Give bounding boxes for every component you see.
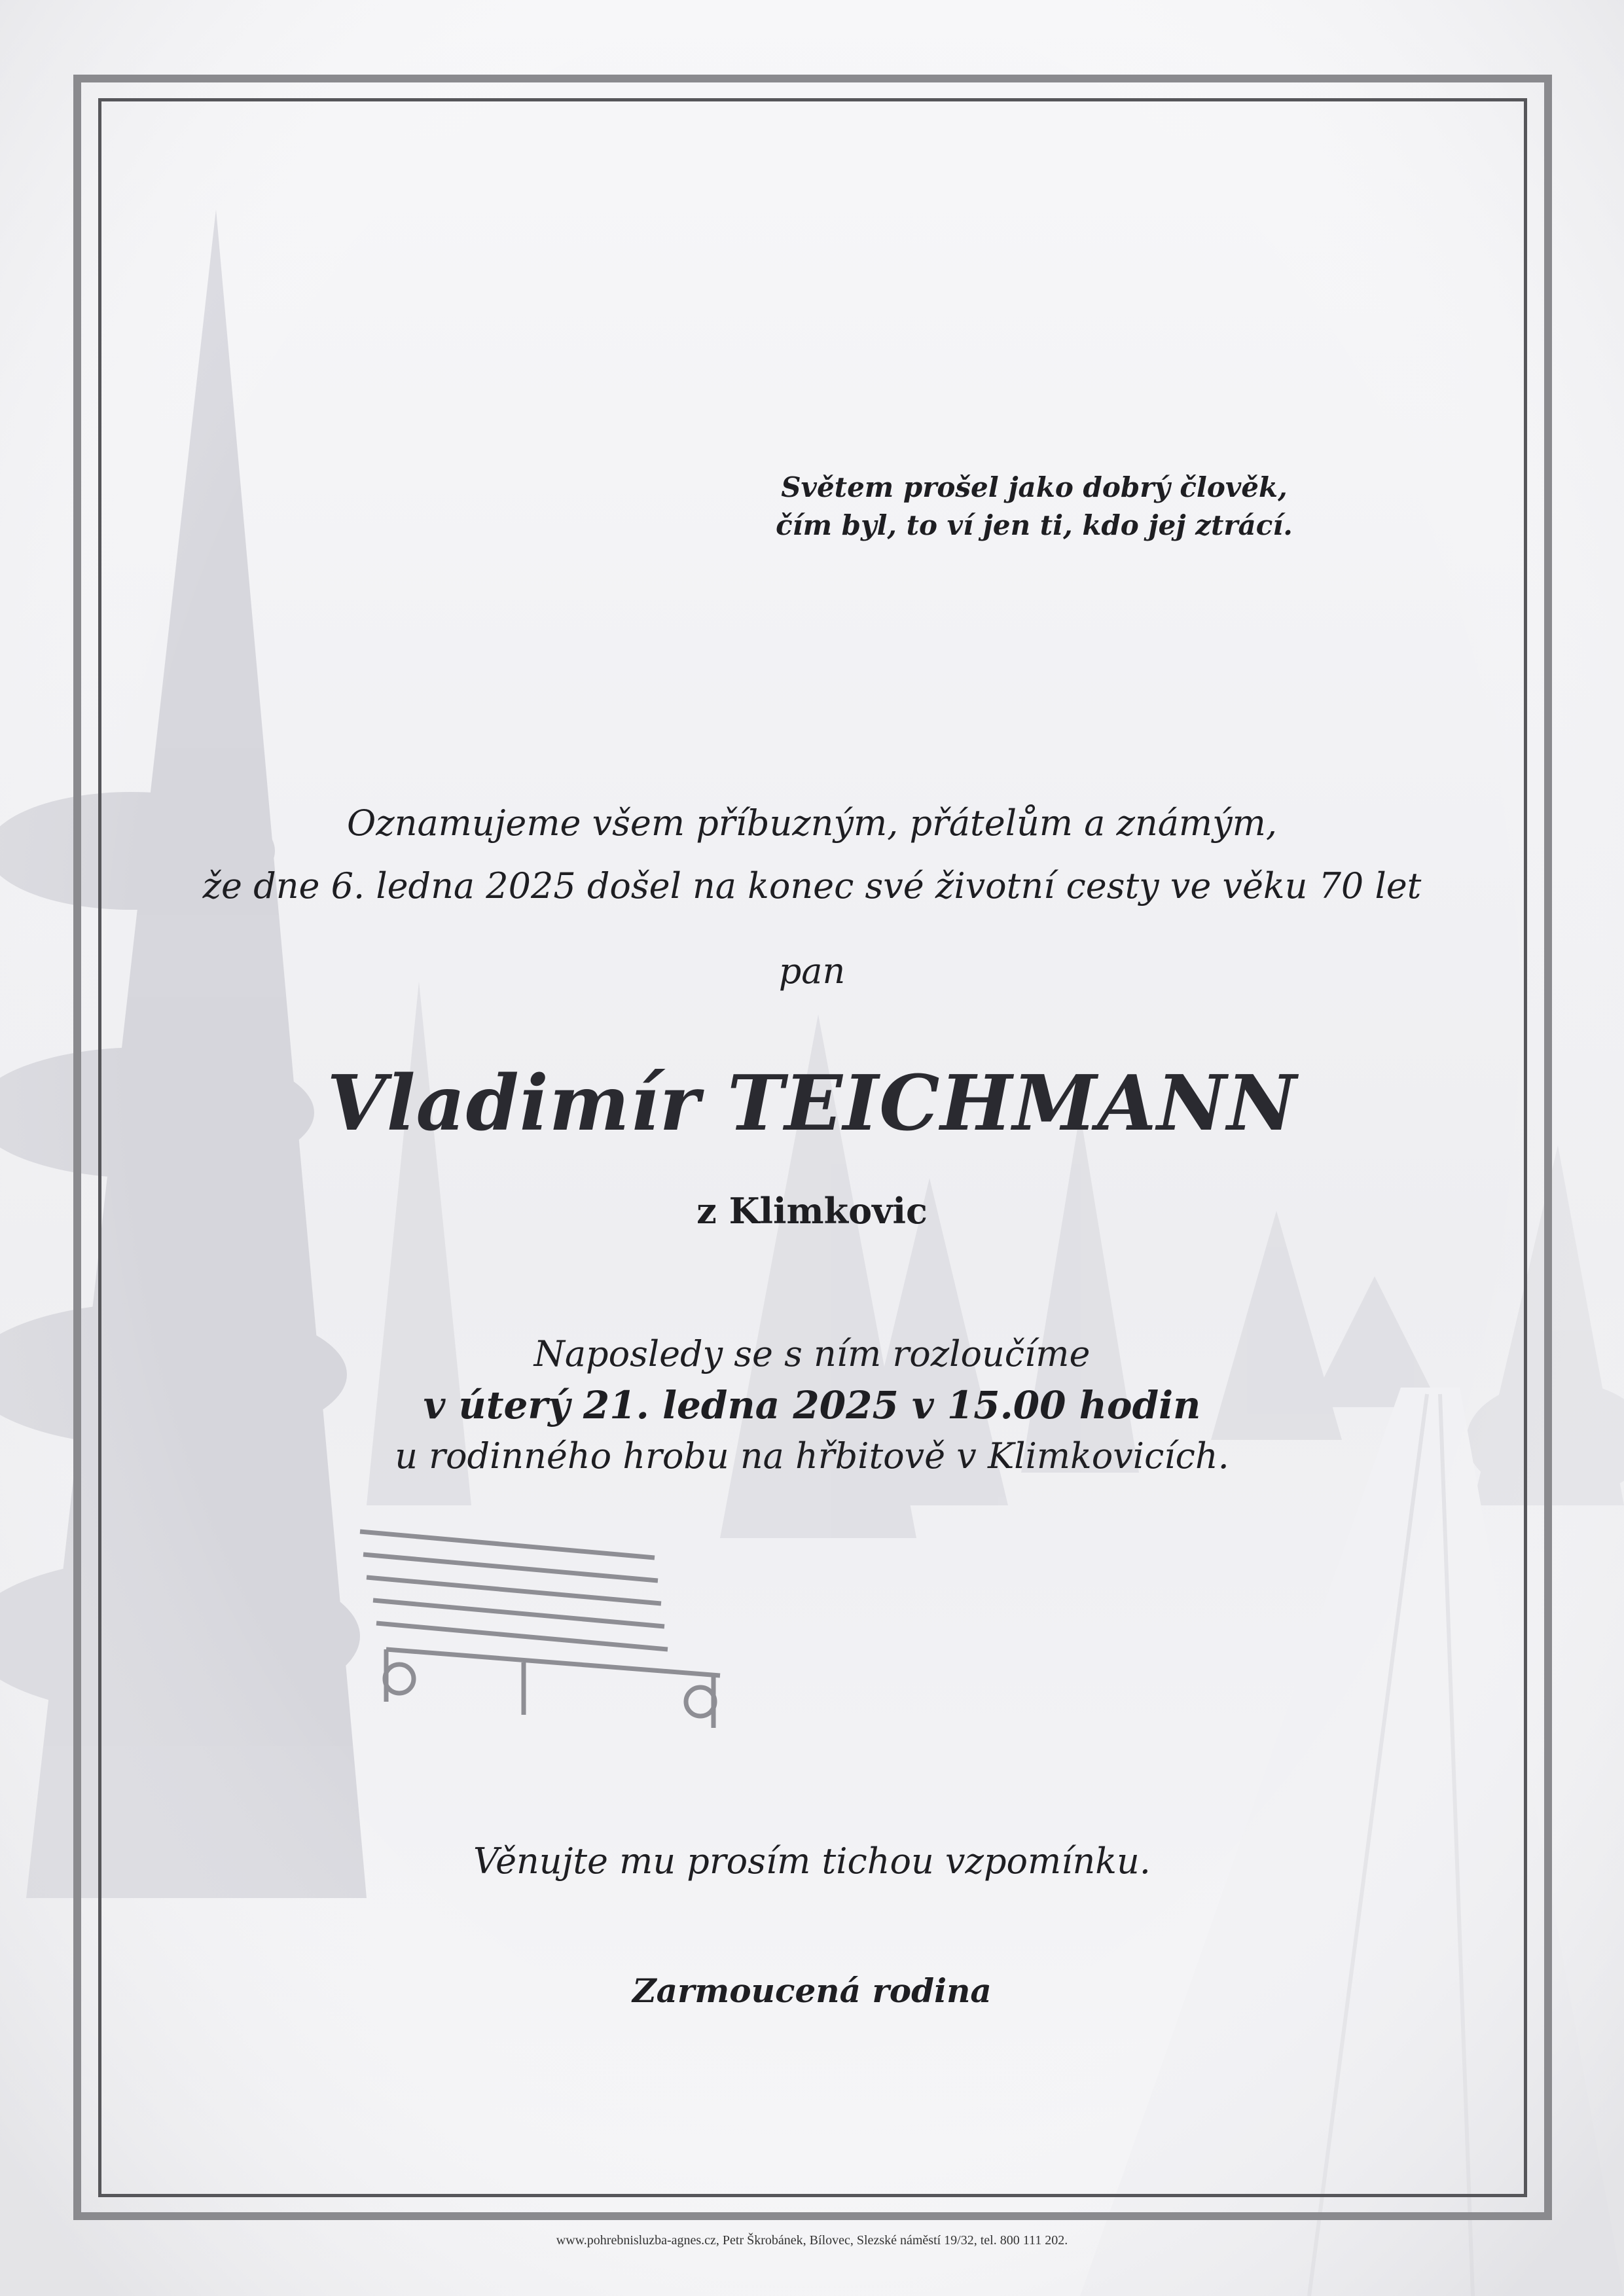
ceremony-datetime: v úterý 21. ledna 2025 v 15.00 hodin bbox=[423, 1383, 1201, 1427]
ceremony-intro: Naposledy se s ním rozloučíme bbox=[533, 1333, 1091, 1374]
portrait-photo bbox=[308, 281, 622, 687]
footer-contact: www.pohrebnisluzba-agnes.cz, Petr Škrobánek, Bílovec, Slezské náměstí 19/32, tel. 800 111 202. bbox=[556, 2233, 1068, 2248]
motto-line-2: čím byl, to ví jen ti, kdo jej ztrácí. bbox=[776, 509, 1293, 541]
deceased-name: Vladimír TEICHMANN bbox=[327, 1059, 1297, 1148]
remembrance-request: Věnujte mu prosím tichou vzpomínku. bbox=[473, 1840, 1151, 1882]
origin: z Klimkovic bbox=[696, 1190, 928, 1232]
motto-line-1: Světem prošel jako dobrý člověk, bbox=[781, 471, 1288, 503]
ceremony-info bbox=[0, 1329, 1624, 1482]
announcement-line-1: Oznamujeme všem příbuzným, přátelům a známým, bbox=[346, 802, 1278, 844]
announcement-line-2: že dne 6. ledna 2025 došel na konec své životní cesty ve věku 70 let bbox=[202, 865, 1422, 906]
motto bbox=[740, 469, 1329, 545]
announcement bbox=[0, 792, 1624, 918]
ceremony-place: u rodinného hrobu na hřbitově v Klimkovicích. bbox=[395, 1435, 1229, 1477]
honorific: pan bbox=[778, 950, 846, 992]
signature: Zarmoucená rodina bbox=[632, 1971, 992, 2010]
